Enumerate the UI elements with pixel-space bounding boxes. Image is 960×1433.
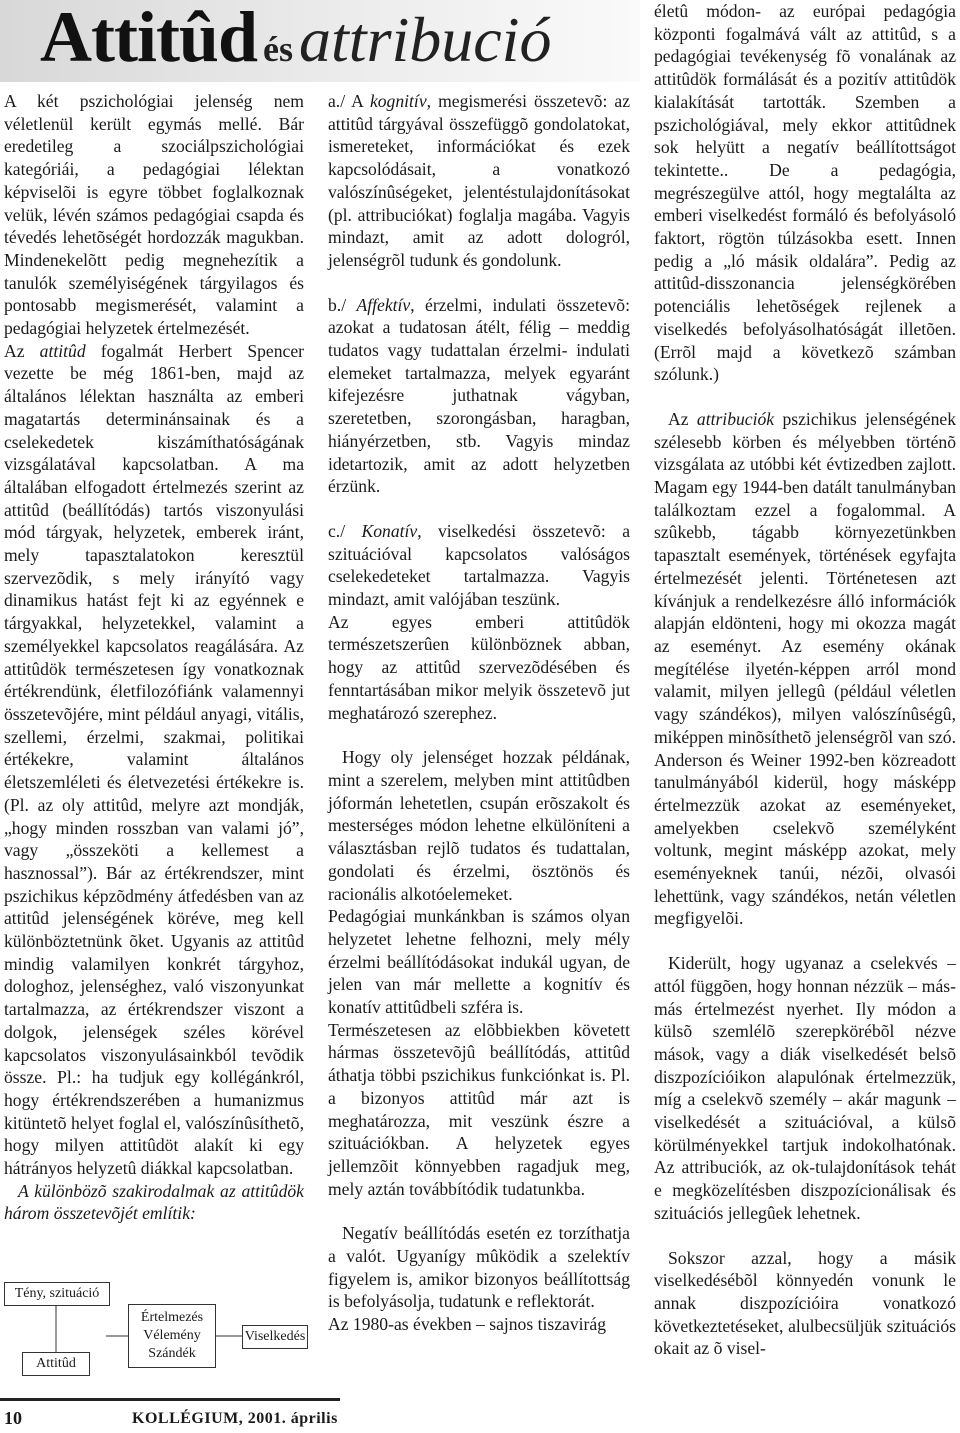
col1-paragraph-2 — [4, 340, 304, 1180]
col3-paragraph-4: Sokszor azzal, hogy a másik viselkedésébõl könnyedén vonunk le annak diszpozícióira vonatkozó következtetéseket, alulbecsüljük szituációs okait az õ visel- — [654, 1247, 956, 1359]
box-attitude: Attitûd — [22, 1352, 90, 1376]
footer-rule — [0, 1398, 340, 1401]
text-run: c./ — [328, 520, 362, 541]
title-main: Attitûd — [40, 0, 258, 77]
term-affective: Affektív — [356, 294, 411, 315]
term-attitud: attitûd — [39, 340, 86, 361]
text-run: a./ A — [328, 91, 370, 111]
col3-paragraph-2 — [654, 408, 956, 930]
col2-paragraph-4: Az egyes emberi attitûdök természetszerûen különböznek abban, hogy az attitûd szervezõdésében és fenntartásában mikor melyik összetevõ jut meghatározó szerephez. — [328, 611, 630, 723]
page-title — [40, 0, 551, 79]
col2-item-c — [328, 520, 630, 611]
component-label: Vélemény — [143, 1328, 201, 1343]
col2-paragraph-6: Pedagógiai munkánkban is számos olyan helyzetet lehetne felhozni, mely mély érzelmi beállítódásokat indukál ugyan, de jelen van már mellette a kognitív és konatív attitûdbeli szféra is. — [328, 906, 630, 1018]
component-label: Értelmezés — [140, 1310, 204, 1325]
box-behavior: Viselkedés — [242, 1325, 308, 1349]
box-components — [128, 1304, 216, 1368]
column-3 — [654, 0, 956, 1360]
text-run: Az — [668, 408, 697, 429]
term-attribution: attribuciók — [696, 408, 775, 429]
column-1 — [4, 90, 304, 1225]
title-second: attribució — [299, 4, 552, 75]
attitude-diagram — [4, 1280, 322, 1390]
title-conjunction: és — [263, 29, 294, 69]
term-conative: Konatív — [361, 520, 418, 541]
text-run: Az — [4, 340, 40, 361]
text-run: fogalmát Herbert Spencer vezette be még 1861-ben, majd az általános lélektan használta az emberi magatartás determinánsainak és a cselekedetek kiszámíthatóságának vizsgálatával kapcsolatban. A ma általában elfogadott értelmezés szerint az attitûd (beállítódás) tartós viszonyulási mód tárgyak, helyzetek, emberek iránt, mely tapasztalatokon keresztül szervezõdik, s mely irányító vagy dinamikus hatást fejt ki az egyénnek e tárgyakkal, helyzetekkel, valamint a személyekkel kapcsolatos reagálására. Az attitûdök természetesen így vonatkoznak értékrendünk, életfilozófiánk valamennyi összetevõjére, mint például anyagi, vitális, szellemi, érzelmi, szakmai, politikai értékekre, valamint általános életszemléleti és életvezetési értékekre is. (Pl. az oly attitûd, melyre azt mondják, „hogy minden rosszban van valami jó”, vagy „összeköti a kellemest a hasznossal”). Bár az értékrendszer, mint pszichikus képzõdmény átfedésben van az attitûd jelenségének köréve, meg kell különböztetnünk õket. Ugyanis az attitûd mindig valamilyen konkrét tárgyhoz, dologhoz, jelenséghez, való viszonyunkat tartalmazza, az értékrendszer viszont a dolgok, jelenségek széles körével kapcsolatos viszonyulásainkból tevõdik össze. Pl.: ha tudjuk egy kollégánkról, hogy értékrendszerében a humanizmus kitüntetõ helyet foglal el, valószínûsíthetõ, hogy milyen attitûdöt alakít ki egy hátrányos helyzetû diákkal kapcsolatban. — [4, 340, 305, 1179]
col2-paragraph-8: Negatív beállítódás esetén ez torzíthatja a valót. Ugyanígy mûködik a szelektív figyelem is, amikor bizonyos beállítottság is befolyásolja, tudatunk e reflektorát. — [328, 1223, 630, 1312]
term-cognitive: kognitív — [369, 91, 427, 111]
col1-paragraph-1: A két pszichológiai jelenség nem véletlenül került egymás mellé. Bár eredetileg a szociálpszichológiai kategóriái, a pedagógiai lélektan képviselõi is egyre többet foglalkoznak velük, lévén számos pedagógiai csapda és tévedés lehetõségét hordozzák magukban. Mindenekelõtt pedig megnehezítik a tanulók személyiségének tárgyilagos és pontosabb megismerését, valamint a pedagógiai helyzetek értelmezését. — [4, 91, 304, 339]
col3-paragraph-1: életû módon- az európai pedagógia központi fogalmává vált az attitûd, s a pedagógiai tevékenység fõ vonalának az attitûdök formálását és a pozitív attitûdök kialakítását tartották. Szemben a pszichológiával, mely ekkor attitûdnek sok helyütt a negatív beállítottságot tekintette.. De a pedagógia, megrészegülve attól, hogy megtalálta az emberi viselkedést formáló és befolyásoló faktort, rögtön túlzásokba esett. Innen pedig a „ló másik oldalára”. Pedig az attitûd-disszonancia jelenségkörében potenciális lehetõségek rejlenek a viselkedés befolyásolhatóságát illetõen. (Errõl majd a következõ számban szólunk.) — [654, 1, 956, 385]
component-label: Szándék — [148, 1346, 196, 1361]
col1-paragraph-3: A különbözõ szakirodalmak az attitûdök három összetevõjét említik: — [4, 1180, 304, 1224]
text-run: b./ — [328, 294, 357, 315]
col2-item-b — [328, 294, 630, 498]
col3-paragraph-3: Kiderült, hogy ugyanaz a cselekvés – attól függõen, hogy honnan nézzük – más-más értelmezést nyerhet. Ily módon a külsõ szemlélõ szerepkörébõl nézve mások, vagy a diák viselkedését belsõ diszpozícióikon alapulónak értelmezzük, míg a cselekvõ személy – akár magunk – viselkedését a szituációval, a külsõ körülményekkel tartjuk indokolhatónak. Az attribuciók, az ok-tulajdonítások tehát e megközelítésben diszpozícionálisak és szituációs jellegûek lehetnek. — [654, 953, 956, 1223]
col2-paragraph-9: Az 1980-as években – sajnos tiszavirág — [328, 1314, 606, 1335]
text-run: , viselkedési összetevõ: a szituációval kapcsolatos valóságos cselekedeteket tartalmazza. Vagyis mindazt, amit valójában teszünk. — [328, 520, 630, 610]
col2-paragraph-5: Hogy oly jelenséget hozzak példának, mint a szerelem, melyben mint attitûdben jóformán lehetetlen, csupán erõszakolt és mesterséges módon lehetne elkülöníteni a választásban rejlõ tudatos és tudattalan, gondolati és érzelmi, ösztönös és racionális alkotóelemeket. — [328, 747, 630, 904]
text-run: , megismerési összetevõ: az attitûd tárgyával összefüggõ gondolatokat, ismereteket, információkat és ezek kapcsolódásait, a vonatkozó valószínûségeket, jelentéstulajdonításokat (pl. attribuciókat) foglalja magába. Vagyis mindazt, amit az adott dologról, jelenségrõl tudunk és gondolunk. — [328, 91, 631, 270]
col2-item-a — [328, 90, 630, 272]
journal-name: KOLLÉGIUM, 2001. április — [132, 1410, 338, 1427]
column-2 — [328, 90, 630, 1336]
text-run: , érzelmi, indulati összetevõ: azokat a tudatosan átélt, félig – meddig tudatos vagy tudattalan érzelmi- indulati elemeket tartalmazza, melyek egyaránt kifejezésre juthatnak vágyban, szeretetben, szorongásban, haragban, hiányérzetben, stb. Vagyis mindaz idetartozik, amit az adott helyzetben érzünk. — [328, 294, 630, 497]
page-number: 10 — [4, 1408, 22, 1428]
box-situation: Tény, szituáció — [4, 1282, 110, 1306]
col2-paragraph-7: Természetesen az elõbbiekben követett hármas összetevõjû beállítódás, attitûd áthatja többi pszichikus funkciónkat is. Pl. a bizonyos attitûd már azt is meghatározza, mit veszünk észre a szituációkban. A helyzetek egyes jellemzõit könnyebben ragadjuk meg, mely aztán továbbítódik tudatunkba. — [328, 1019, 630, 1199]
text-run: pszichikus jelenségének szélesebb körben és mélyebben történõ vizsgálata az utóbbi két évtizedben zajlott. Magam egy 1944-ben datált tanulmányban találkoztam ezzel a fogalommal. A szûkebb, tágabb környezetünkben tapasztalt események, történések egyfajta értelmezését jelenti. Történetesen azt kívánjuk a rendelkezésre álló információk alapján eldönteni, hogy mi okozza magát az eseményt. Az esemény okának megítélése ilyetén-képpen arról mond valamit, milyen jellegû (például véletlen vagy szándékos), milyen valószínûségû, miképpen minõsíthetõ jelenségrõl van szó. Anderson és Weiner 1992-ben közreadott tanulmányából kiderül, hogy másképp értelmezzük azokat az eseményeket, amelyekben cselekvõ személyként voltunk, megint másképp azokat, mely eseményeknek tanúi, nézõi, olvasói lehettünk, vagy szándékos, netán véletlen megfigyelõi. — [654, 408, 956, 929]
